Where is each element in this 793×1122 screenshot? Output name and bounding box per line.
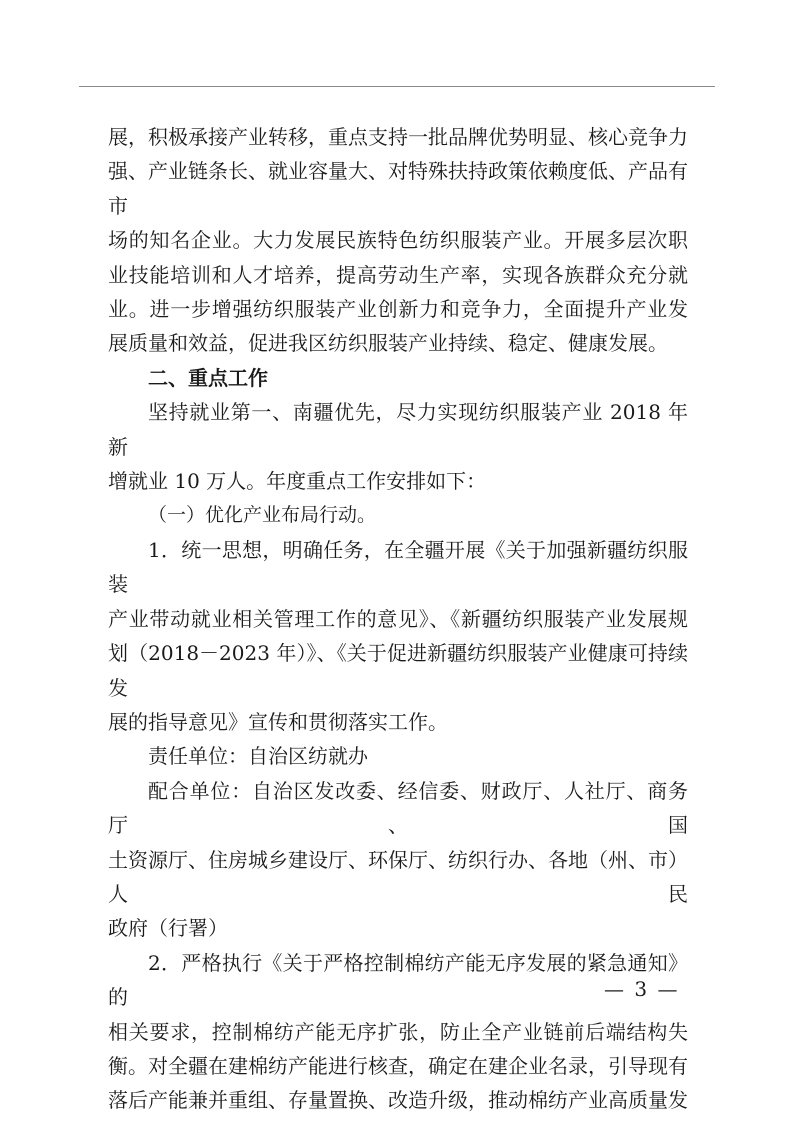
body-line: 2．严格执行《关于严格控制棉纺产能无序发展的紧急通知》的 bbox=[108, 950, 688, 1010]
body-line: 业。进一步增强纺织服装产业创新力和竞争力，全面提升产业发 bbox=[108, 297, 688, 322]
body-line: 展的指导意见》宣传和贯彻落实工作。 bbox=[108, 709, 448, 734]
document-body bbox=[108, 120, 688, 1118]
body-line: 业技能培训和人才培养，提高劳动生产率，实现各族群众充分就 bbox=[108, 262, 688, 287]
body-line: 展质量和效益，促进我区纺织服装产业持续、稳定、健康发展。 bbox=[108, 331, 668, 356]
body-line: 产业带动就业相关管理工作的意见》、《新疆纺织服装产业发展规 bbox=[108, 606, 688, 631]
body-line: 坚持就业第一、南疆优先，尽力实现纺织服装产业 2018 年新 bbox=[108, 400, 688, 459]
header-rule bbox=[79, 86, 715, 87]
body-line: 展，积极承接产业转移，重点支持一批品牌优势明显、核心竞争力 bbox=[108, 125, 688, 149]
body-line: 划（2018－2023 年）》、《关于促进新疆纺织服装产业健康可持续发 bbox=[108, 641, 688, 700]
body-line: 配合单位：自治区发改委、经信委、财政厅、人社厅、商务厅、国 bbox=[108, 778, 688, 838]
body-line: 落后产能兼并重组、存量置换、改造升级，推动棉纺产业高质量发 bbox=[108, 1088, 688, 1113]
responsible-unit: 责任单位：自治区纺就办 bbox=[148, 744, 368, 769]
body-line: 土资源厅、住房城乡建设厅、环保厅、纺织行办、各地（州、市）人民 bbox=[108, 847, 688, 906]
body-line: 相关要求，控制棉纺产能无序扩张，防止全产业链前后端结构失 bbox=[108, 1019, 688, 1044]
body-line: 场的知名企业。大力发展民族特色纺织服装产业。开展多层次职 bbox=[108, 228, 688, 253]
subheading: （一）优化产业布局行动。 bbox=[148, 504, 377, 527]
body-line: 强、产业链条长、就业容量大、对特殊扶持政策依赖度低、产品有市 bbox=[108, 159, 688, 218]
body-line: 政府（行署） bbox=[108, 916, 228, 941]
page-number: — 3 — bbox=[604, 977, 680, 1001]
body-line: 增就业 10 万人。年度重点工作安排如下： bbox=[108, 469, 487, 494]
section-title: 二、重点工作 bbox=[148, 365, 268, 390]
body-line: 1．统一思想，明确任务，在全疆开展《关于加强新疆纺织服装 bbox=[108, 537, 688, 597]
body-line: 衡。对全疆在建棉纺产能进行核查，确定在建企业名录，引导现有 bbox=[108, 1053, 688, 1078]
